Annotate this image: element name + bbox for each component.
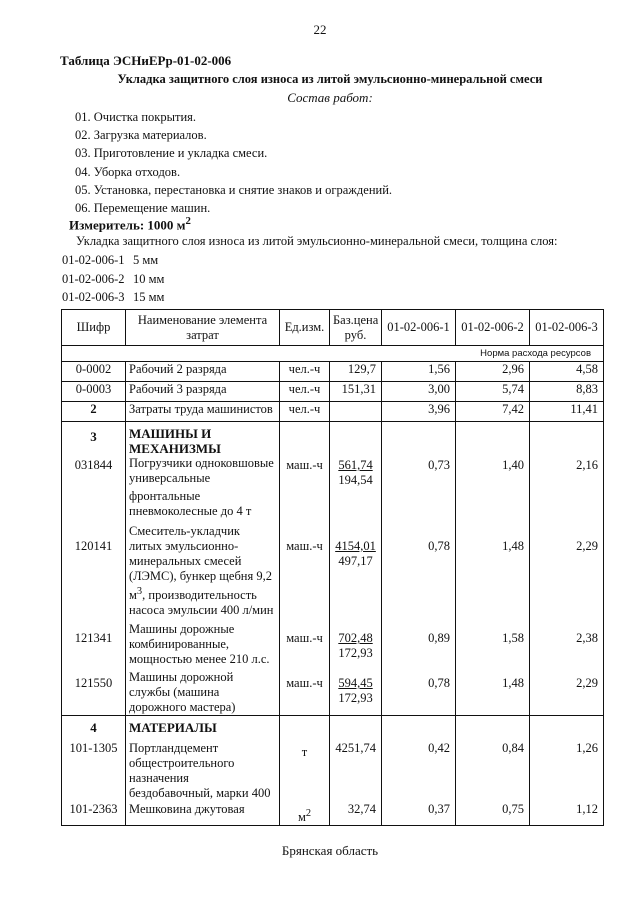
materials-section-title: МАТЕРИАЛЫ [129,720,217,736]
variant-value: 15 мм [133,290,165,304]
resource-norms-table [61,309,604,826]
variant-code: 01-02-006-2 [62,271,125,286]
work-item: 01. Очистка покрытия. [75,110,197,124]
materials-section-code: 4 [90,720,97,736]
work-composition-title: Состав работ: [287,90,373,105]
header-variant-3: 01-02-006-3 [530,310,604,346]
table-name: Таблица ЭСНиЕРр-01-02-006 [60,53,232,68]
header-variant-2: 01-02-006-2 [456,310,530,346]
machine-name: Машины дорожной службы (машина дорожного мастера) [129,670,236,715]
table-header-row [62,310,604,346]
machine-name: Смеситель-укладчик литых эмульсионно-минеральных смесей (ЛЭМС), бункер щебня 9,2 $м^3$, производительность насоса эмульсии 400 л/мин [129,524,274,618]
work-item: 04. Уборка отходов. [75,164,181,179]
variant-list [62,251,164,307]
material-name: Мешковина джутовая [129,802,245,817]
variant-code: 01-02-006-1 [62,253,125,267]
work-description: Укладка защитного слоя износа из литой эмульсионно-минеральной смеси, толщина слоя: [76,234,558,248]
machines-section-code: 3 [90,429,97,444]
header-unit: Ед.изм. [280,310,330,346]
work-composition-list [75,108,392,217]
header-code: Шифр [62,310,126,346]
measure-unit: Измеритель: 1000 $м^2$ [69,215,191,233]
machines-section-block: 3 031844 120141 121341 121550 МАШИНЫ И МЕХАНИЗМЫ Погрузчики одноковшовые универсальные фронтальные пневмоколесные до 4 т Смеситель-укладчик литых эмульсионно-минеральных смесей (ЛЭМС), бункер щебня 9,2 $м^3$, производительность насоса эмульсии 400 л/мин Машины дорожные комбинированные, мощностью менее 210 л.с. Машины дорожной службы (машина дорожного мастера) маш.-ч маш.-ч маш.-ч маш.-ч 561,74 194,54 4154,01 497,17 702,48 172,93 594,45 172,93 0,73 0,78 0,89 0,78 1,40 1,48 1,58 1,48 2,16 2,29 2,38 2,29 [62,422,604,716]
work-item: 06. Перемещение машин. [75,200,211,215]
table-row: 0-0003 Рабочий 3 разряда чел.-ч 151,31 3,00 5,74 8,83 [62,382,604,402]
variant-code: 01-02-006-3 [62,290,125,304]
table-subtitle: Укладка защитного слоя износа из литой эмульсионно-минеральной смеси [117,72,543,86]
work-item: 03. Приготовление и укладка смеси. [75,146,268,161]
material-name: Портландцемент общестроительного назначения бездобавочный, марки 400 [129,741,271,801]
header-price: Баз.цена руб. [330,310,382,346]
machinist-row: 2 Затраты труда машинистов чел.-ч 3,96 7,42 11,41 [62,402,604,422]
variant-item [62,270,164,289]
variant-value: 5 мм [133,253,159,267]
work-item: 02. Загрузка материалов. [75,128,207,143]
header-name: Наименование элемента затрат [126,310,280,346]
norm-caption: Норма расхода ресурсов [62,346,604,362]
variant-value: 10 мм [133,271,165,286]
machine-name: Погрузчики одноковшовые универсальные [129,456,274,485]
work-item: 05. Установка, перестановка и снятие знаков и ограждений. [75,182,393,197]
machine-name: Машины дорожные комбинированные, мощностью менее 210 л.с. [129,622,270,667]
variant-item [62,288,164,307]
table-row: 0-0002 Рабочий 2 разряда чел.-ч 129,7 1,56 2,96 4,58 [62,362,604,382]
norm-caption-row [62,346,604,362]
region-footer: Брянская область [281,843,379,858]
machines-section-title: МАШИНЫ И МЕХАНИЗМЫ [129,426,221,456]
variant-item [62,251,164,270]
materials-section-block: 4 101-1305 101-2363 МАТЕРИАЛЫ Портландцемент общестроительного назначения бездобавочный, марки 400 Мешковина джутовая т $м^2$ 4251,74 32,74 0,42 0,37 0,84 0,75 1,26 1,12 [62,716,604,826]
header-variant-1: 01-02-006-1 [382,310,456,346]
page-number: 22 [313,22,327,37]
